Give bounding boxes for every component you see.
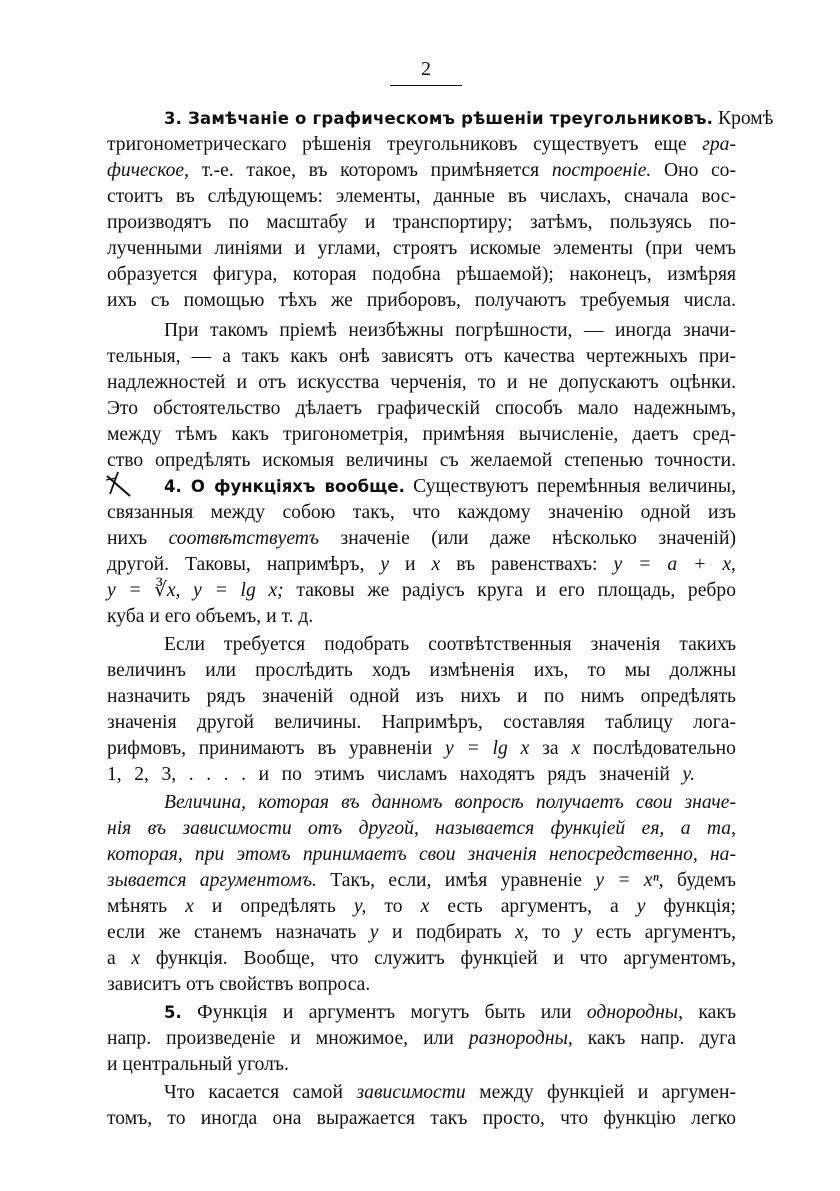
- section-3-para-2-line-1: При такомъ пріемѣ неизбѣжны погрѣшности, — иногда значи-: [164, 320, 736, 341]
- definition-line-3: которая, при этомъ принимаетъ свои значенія непосредственно, на-: [107, 844, 736, 865]
- equation-cube-root: y = ∛x,: [107, 580, 181, 601]
- section-3-line-6: лученными линіями и углами, строятъ искомые элементы (при чемъ: [107, 238, 736, 259]
- definition-line-2: нія въ зависимости отъ другой, называется функціей ея, а та,: [107, 818, 736, 839]
- section-4-heading: 4. О функціяхъ вообще.: [164, 477, 405, 496]
- section-5-line-3: и центральный уголъ.: [107, 1054, 289, 1075]
- definition-line-4: зывается аргументомъ. Такъ, если, имѣя уравненіе y = xⁿ, будемъ: [107, 870, 736, 891]
- page-number: 2: [390, 58, 462, 86]
- section-3-para-2-line-5: между тѣмъ какъ тригонометрія, примѣняя вычисленіе, даетъ сред-: [107, 424, 736, 445]
- section-4-para-2-line-5: рифмовъ, принимаютъ въ уравненіи y = lg x за x послѣдовательно: [107, 738, 736, 759]
- section-3-line-3: фическое, т.-е. такое, въ которомъ примѣняется построеніе. Оно со-: [107, 160, 737, 181]
- equation-y-lg-x: y = lg x: [445, 738, 530, 759]
- section-4-line-1: 4. О функціяхъ вообще. Существуютъ перемѣнныя величины,: [164, 476, 736, 497]
- margin-check-mark-icon: [104, 468, 134, 498]
- section-4-line-3: нихъ соотвѣтствуетъ значеніе (или даже нѣсколько значеній): [107, 528, 737, 549]
- section-5-line-1: 5. Функція и аргументъ могутъ быть или однородны, какъ: [164, 1002, 736, 1023]
- section-3-para-2-line-2: тельныя, — а такъ какъ онѣ зависятъ отъ качества чертежныхъ при-: [107, 346, 736, 367]
- section-3-line-2: тригонометрическаго рѣшенія треугольниковъ существуетъ еще гра-: [107, 134, 736, 155]
- section-5-number: 5.: [164, 1003, 182, 1022]
- section-3-para-2-line-4: Это обстоятельство дѣлаетъ графическій способъ мало надежнымъ,: [107, 398, 736, 419]
- section-4-para-2-line-1: Если требуется подобрать соотвѣтственныя значенія такихъ: [164, 634, 736, 655]
- equation-y-a-x: y = a + x,: [613, 554, 736, 575]
- definition-line-8: зависитъ отъ свойствъ вопроса.: [107, 974, 371, 995]
- section-4-line-2: связанныя между собою такъ, что каждому значенію одной изъ: [107, 502, 736, 523]
- section-3-line-7: образуется фигура, которая подобна рѣшаемой); наконецъ, измѣряя: [107, 264, 736, 285]
- section-4-para-2-line-4: значенія другой величины. Напримѣръ, составляя таблицу лога-: [107, 712, 736, 733]
- equation-y-x-n: y = xⁿ,: [595, 870, 664, 891]
- section-4-para-2-line-3: назначить рядъ значеній одной изъ нихъ и по нимъ опредѣлять: [107, 686, 736, 707]
- definition-line-5: мѣнять x и опредѣлять y, то x есть аргументъ, а y функція;: [107, 896, 736, 917]
- section-3-line-5: производятъ по масштабу и транспортиру; затѣмъ, пользуясь по-: [107, 212, 736, 233]
- section-4-para-2-line-2: величинъ или прослѣдить ходъ измѣненія ихъ, то мы должны: [107, 660, 736, 681]
- section-4-para-2-line-6: 1, 2, 3, . . . . и по этимъ числамъ находятъ рядъ значеній y.: [107, 764, 695, 785]
- section-4-line-4: другой. Таковы, напримѣръ, y и x въ равенствахъ: y = a + x,: [107, 554, 736, 575]
- section-4-line-5: y = ∛x, y = lg x; таковы же радіусъ круга и его площадь, ребро: [107, 580, 736, 601]
- section-3-para-2-line-6: ство опредѣлять искомыя величины съ желаемой степенью точности.: [107, 450, 736, 471]
- section-3-para-2-line-3: надлежностей и отъ искусства черченія, то и не допускаютъ оцѣнки.: [107, 372, 736, 393]
- equation-lg: y = lg x;: [193, 580, 284, 601]
- section-3-heading: 3. Замѣчаніе о графическомъ рѣшеніи треугольниковъ.: [164, 109, 714, 128]
- definition-line-1: Величина, которая въ данномъ вопросѣ получаетъ свои значе-: [164, 792, 736, 813]
- section-5-line-2: напр. произведеніе и множимое, или разнородны, какъ напр. дуга: [107, 1028, 736, 1049]
- definition-line-7: а x функція. Вообще, что служитъ функціей и что аргументомъ,: [107, 948, 737, 969]
- section-5-para-2-line-2: томъ, то иногда она выражается такъ просто, что функцію легко: [107, 1108, 736, 1129]
- section-3-line-4: стоитъ въ слѣдующемъ: элементы, данные въ числахъ, сначала вос-: [107, 186, 736, 207]
- definition-line-6: если же станемъ назначать y и подбирать x, то y есть аргументъ,: [107, 922, 737, 943]
- section-3-line-1: 3. Замѣчаніе о графическомъ рѣшеніи треугольниковъ. Кромѣ: [164, 108, 774, 129]
- section-4-line-6: куба и его объемъ, и т. д.: [107, 606, 314, 627]
- section-3-line-8: ихъ съ помощью тѣхъ же приборовъ, получаютъ требуемыя числа.: [107, 290, 736, 311]
- section-5-para-2-line-1: Что касается самой зависимости между функціей и аргумен-: [164, 1082, 736, 1103]
